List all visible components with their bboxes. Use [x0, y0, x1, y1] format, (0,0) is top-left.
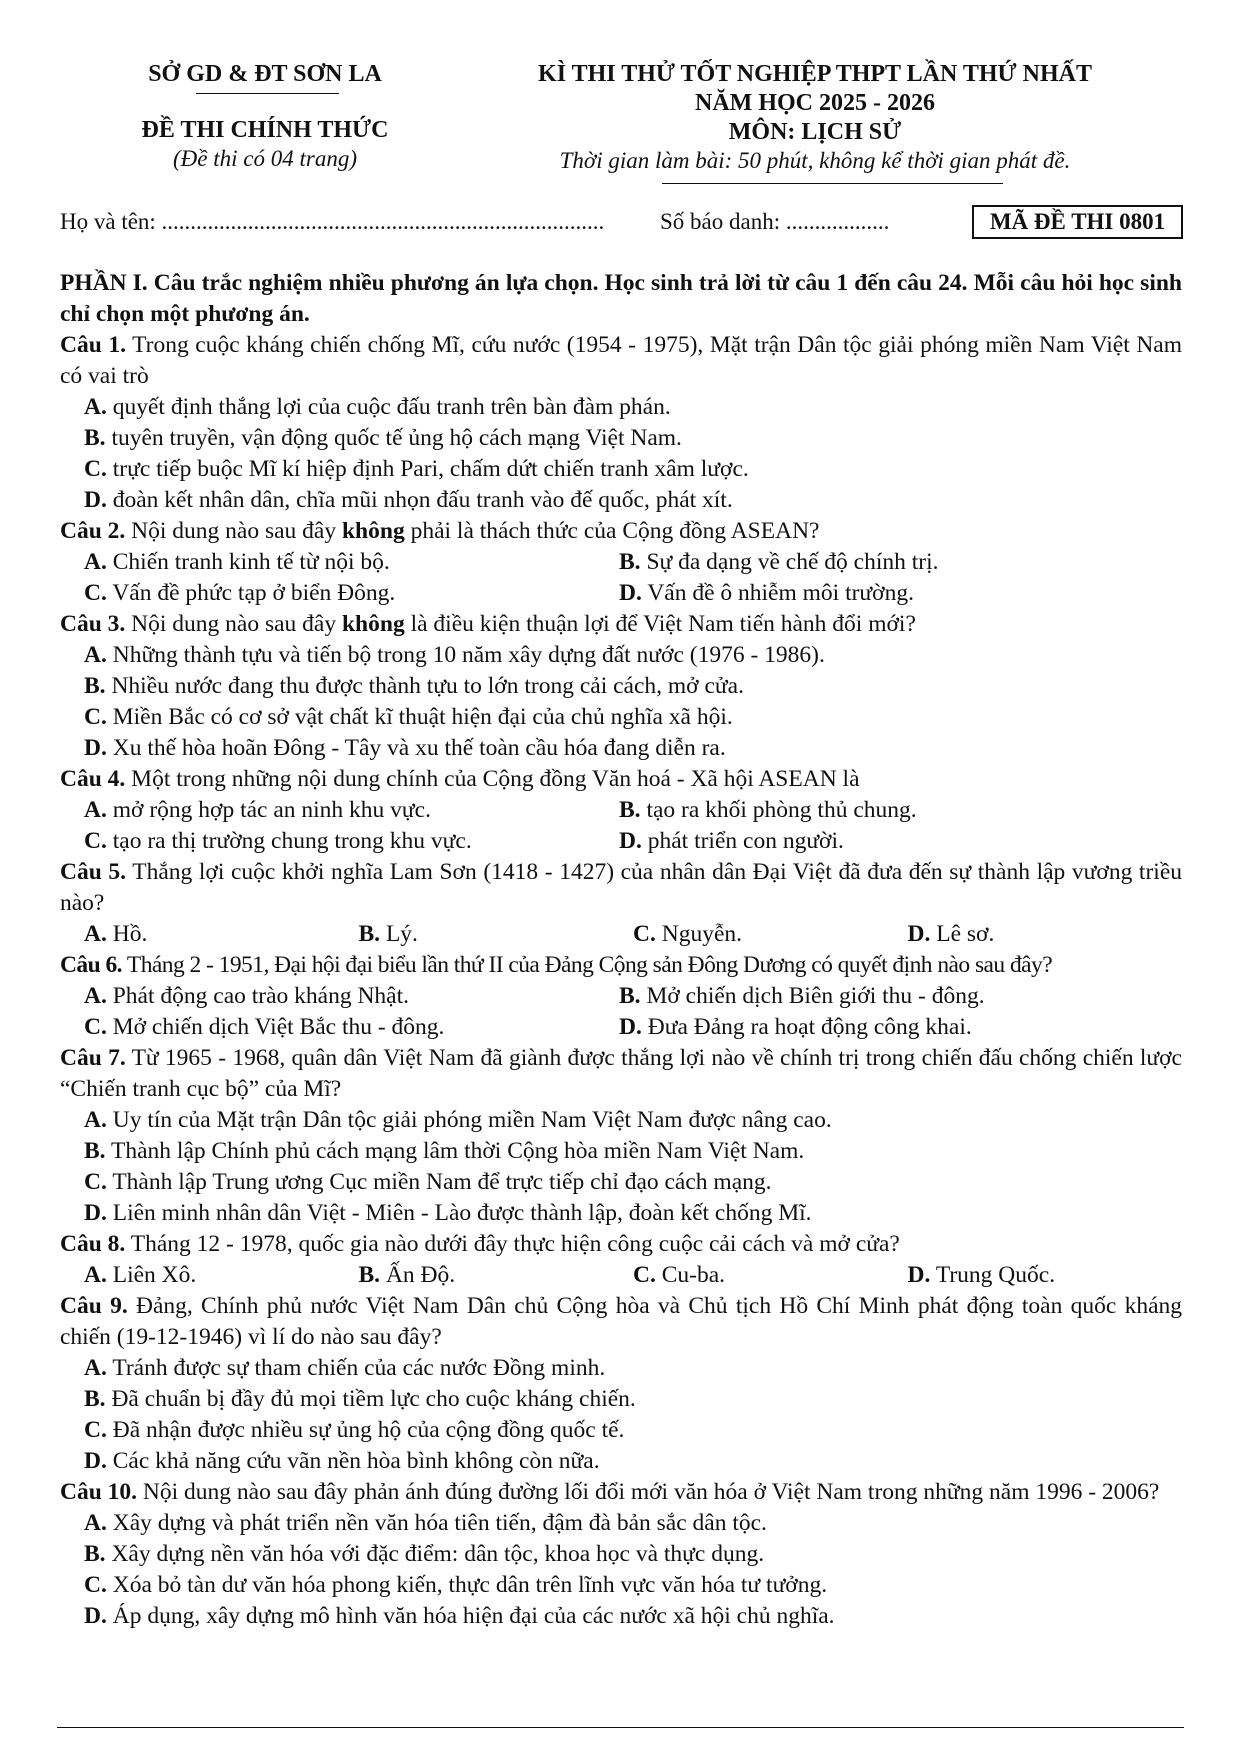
option-a: A. Tránh được sự tham chiến của các nước Đồng minh. — [84, 1355, 606, 1381]
header-divider-right — [662, 183, 1003, 184]
option-b: B. Sự đa dạng về chế độ chính trị. — [619, 549, 939, 575]
option-b: B. Đã chuẩn bị đầy đủ mọi tiềm lực cho cuộc kháng chiến. — [84, 1386, 636, 1412]
subject: MÔN: LỊCH SỬ — [728, 119, 902, 145]
question-number: Câu 1. — [60, 332, 126, 358]
question-body — [60, 268, 1182, 1632]
student-name-field: Họ và tên: ............................................................................. — [60, 209, 605, 234]
school-year: NĂM HỌC 2025 - 2026 — [695, 90, 935, 116]
question-number: Câu 10. — [60, 1479, 138, 1505]
option-c: C. Xóa bỏ tàn dư văn hóa phong kiến, thực dân trên lĩnh vực văn hóa tư tưởng. — [84, 1572, 828, 1598]
option-d: D. Trung Quốc. — [907, 1262, 1056, 1288]
question-number: Câu 9. — [60, 1293, 128, 1319]
option-b: B. Xây dựng nền văn hóa với đặc điểm: dân tộc, khoa học và thực dụng. — [84, 1541, 765, 1567]
option-a: A. Chiến tranh kinh tế từ nội bộ. — [84, 549, 390, 575]
department-name: SỞ GD & ĐT SƠN LA — [148, 61, 382, 87]
option-a: A. Hồ. — [84, 921, 148, 947]
question-number: Câu 4. — [60, 766, 126, 792]
option-c: C. Đã nhận được nhiều sự ủng hộ của cộng đồng quốc tế. — [84, 1417, 625, 1443]
option-c: C. Vấn đề phức tạp ở biển Đông. — [84, 580, 396, 606]
option-a: A. Những thành tựu và tiến bộ trong 10 năm xây dựng đất nước (1976 - 1986). — [84, 642, 825, 668]
question-text: Trong cuộc kháng chiến chống Mĩ, cứu nước (1954 - 1975), Mặt trận Dân tộc giải phóng miền Nam Việt Nam có vai trò — [60, 332, 1183, 389]
exam-code-box: MÃ ĐỀ THI 0801 — [972, 205, 1183, 239]
option-d: D. Lê sơ. — [907, 921, 995, 947]
option-d: D. đoàn kết nhân dân, chĩa mũi nhọn đấu tranh vào đế quốc, phát xít. — [84, 487, 733, 513]
option-b: B. Nhiều nước đang thu được thành tựu to lớn trong cải cách, mở cửa. — [84, 673, 744, 699]
option-c: C. tạo ra thị trường chung trong khu vực. — [84, 828, 472, 854]
option-b: B. tạo ra khối phòng thủ chung. — [619, 797, 917, 823]
header-divider-left — [196, 93, 339, 94]
option-d: D. Xu thế hòa hoãn Đông - Tây và xu thế toàn cầu hóa đang diễn ra. — [84, 735, 726, 761]
part-heading: PHẦN I. Câu trắc nghiệm nhiều phương án lựa chọn. Học sinh trả lời từ câu 1 đến câu 24. Mỗi câu hỏi học sinh chỉ chọn một phương án. — [60, 270, 1182, 327]
question-1 — [60, 330, 1182, 516]
option-c: C. Cu-ba. — [633, 1262, 726, 1288]
footer-rule — [57, 1727, 1184, 1728]
option-d: D. Liên minh nhân dân Việt - Miên - Lào được thành lập, đoàn kết chống Mĩ. — [84, 1200, 812, 1226]
student-info-line — [60, 205, 1166, 239]
question-number: Câu 5. — [60, 859, 127, 885]
option-a: A. Liên Xô. — [84, 1262, 197, 1288]
option-d: D. Vấn đề ô nhiễm môi trường. — [619, 580, 914, 606]
option-a: A. Uy tín của Mặt trận Dân tộc giải phóng miền Nam Việt Nam được nâng cao. — [84, 1107, 832, 1133]
question-9: Câu 9. Đảng, Chính phủ nước Việt Nam Dân chủ Cộng hòa và Chủ tịch Hồ Chí Minh phát động toàn quốc kháng chiến (19-12-1946) vì lí do nào sau đây? A. Tránh được sự tham chiến của các nước Đồng minh. B. Đã chuẩn bị đầy đủ mọi tiềm lực cho cuộc kháng chiến. C. Đã nhận được nhiều sự ủng hộ của cộng đồng quốc tế. D. Các khả năng cứu vãn nền hòa bình không còn nữa. — [60, 1291, 1182, 1477]
time-note: Thời gian làm bài: 50 phút, không kể thời gian phát đề. — [559, 148, 1071, 173]
option-c: C. Nguyễn. — [633, 921, 743, 947]
option-c: C. Miền Bắc có cơ sở vật chất kĩ thuật hiện đại của chủ nghĩa xã hội. — [84, 704, 733, 730]
header-right — [495, 60, 1135, 175]
option-c: C. Mở chiến dịch Việt Bắc thu - đông. — [84, 1014, 445, 1040]
question-2: Câu 2. Nội dung nào sau đây không phải là thách thức của Cộng đồng ASEAN? A. Chiến tranh kinh tế từ nội bộ. B. Sự đa dạng về chế độ chính trị. C. Vấn đề phức tạp ở biển Đông. D. Vấn đề ô nhiễm môi trường. — [60, 516, 1182, 609]
question-3: Câu 3. Nội dung nào sau đây không là điều kiện thuận lợi để Việt Nam tiến hành đổi mới? A. Những thành tựu và tiến bộ trong 10 năm xây dựng đất nước (1976 - 1986). B. Nhiều nước đang thu được thành tựu to lớn trong cải cách, mở cửa. C. Miền Bắc có cơ sở vật chất kĩ thuật hiện đại của chủ nghĩa xã hội. D. Xu thế hòa hoãn Đông - Tây và xu thế toàn cầu hóa đang diễn ra. — [60, 609, 1182, 764]
question-number: Câu 8. — [60, 1231, 126, 1257]
question-number: Câu 3. — [60, 611, 126, 637]
option-a: A. Xây dựng và phát triển nền văn hóa tiên tiến, đậm đà bản sắc dân tộc. — [84, 1510, 767, 1536]
exam-title: KÌ THI THỬ TỐT NGHIỆP THPT LẦN THỨ NHẤT — [538, 61, 1092, 87]
header-left — [95, 60, 435, 173]
question-8: Câu 8. Tháng 12 - 1978, quốc gia nào dưới đây thực hiện công cuộc cải cách và mở cửa? A. Liên Xô. B. Ấn Độ. C. Cu-ba. D. Trung Quốc. — [60, 1229, 1182, 1291]
option-a: A. mở rộng hợp tác an ninh khu vực. — [84, 797, 431, 823]
option-a: A. Phát động cao trào kháng Nhật. — [84, 983, 410, 1009]
option-b: B. Thành lập Chính phủ cách mạng lâm thời Cộng hòa miền Nam Việt Nam. — [84, 1138, 805, 1164]
option-d: D. Đưa Đảng ra hoạt động công khai. — [619, 1014, 972, 1040]
option-d: D. Các khả năng cứu vãn nền hòa bình không còn nữa. — [84, 1448, 600, 1474]
candidate-number-field: Số báo danh: .................. — [660, 209, 890, 234]
option-c: C. Thành lập Trung ương Cục miền Nam để trực tiếp chỉ đạo cách mạng. — [84, 1169, 772, 1195]
pages-note: (Đề thi có 04 trang) — [173, 146, 357, 171]
option-a: A. quyết định thắng lợi của cuộc đấu tranh trên bàn đàm phán. — [84, 394, 671, 420]
official-label: ĐỀ THI CHÍNH THỨC — [141, 117, 389, 143]
question-6: Câu 6. Tháng 2 - 1951, Đại hội đại biểu lần thứ II của Đảng Cộng sản Đông Dương có quyết định nào sau đây? A. Phát động cao trào kháng Nhật. B. Mở chiến dịch Biên giới thu - đông. C. Mở chiến dịch Việt Bắc thu - đông. D. Đưa Đảng ra hoạt động công khai. — [60, 950, 1182, 1043]
option-b: B. tuyên truyền, vận động quốc tế ủng hộ cách mạng Việt Nam. — [84, 425, 682, 451]
option-d: D. Áp dụng, xây dựng mô hình văn hóa hiện đại của các nước xã hội chủ nghĩa. — [84, 1603, 835, 1629]
option-b: B. Ấn Độ. — [358, 1262, 456, 1288]
option-b: B. Mở chiến dịch Biên giới thu - đông. — [619, 983, 985, 1009]
question-5: Câu 5. Thắng lợi cuộc khởi nghĩa Lam Sơn (1418 - 1427) của nhân dân Đại Việt đã đưa đến sự thành lập vương triều nào? A. Hồ. B. Lý. C. Nguyễn. D. Lê sơ. — [60, 857, 1182, 950]
question-number: Câu 7. — [60, 1045, 126, 1071]
question-10: Câu 10. Nội dung nào sau đây phản ánh đúng đường lối đổi mới văn hóa ở Việt Nam trong những năm 1996 - 2006? A. Xây dựng và phát triển nền văn hóa tiên tiến, đậm đà bản sắc dân tộc. B. Xây dựng nền văn hóa với đặc điểm: dân tộc, khoa học và thực dụng. C. Xóa bỏ tàn dư văn hóa phong kiến, thực dân trên lĩnh vực văn hóa tư tưởng. D. Áp dụng, xây dựng mô hình văn hóa hiện đại của các nước xã hội chủ nghĩa. — [60, 1477, 1182, 1632]
question-7: Câu 7. Từ 1965 - 1968, quân dân Việt Nam đã giành được thắng lợi nào về chính trị trong chiến đấu chống chiến lược “Chiến tranh cục bộ” của Mĩ? A. Uy tín của Mặt trận Dân tộc giải phóng miền Nam Việt Nam được nâng cao. B. Thành lập Chính phủ cách mạng lâm thời Cộng hòa miền Nam Việt Nam. C. Thành lập Trung ương Cục miền Nam để trực tiếp chỉ đạo cách mạng. D. Liên minh nhân dân Việt - Miên - Lào được thành lập, đoàn kết chống Mĩ. — [60, 1043, 1182, 1229]
question-number: Câu 2. — [60, 518, 126, 544]
option-b: B. Lý. — [358, 921, 418, 947]
question-number: Câu 6. — [60, 952, 122, 978]
option-d: D. phát triển con người. — [619, 828, 844, 854]
question-4: Câu 4. Một trong những nội dung chính của Cộng đồng Văn hoá - Xã hội ASEAN là A. mở rộng hợp tác an ninh khu vực. B. tạo ra khối phòng thủ chung. C. tạo ra thị trường chung trong khu vực. D. phát triển con người. — [60, 764, 1182, 857]
option-c: C. trực tiếp buộc Mĩ kí hiệp định Pari, chấm dứt chiến tranh xâm lược. — [84, 456, 749, 482]
